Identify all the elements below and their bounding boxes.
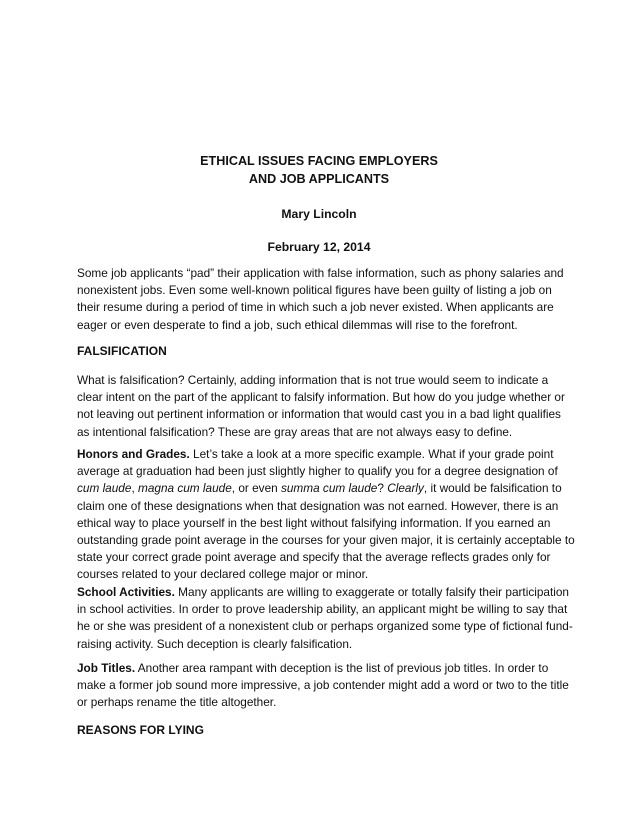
job-titles-paragraph xyxy=(77,660,569,712)
honors-line-text: , it would be falsification to xyxy=(423,481,562,496)
school-line: he or she was president of a nonexistent club or perhaps organized some type of fictional fund- xyxy=(77,619,573,634)
document-author: Mary Lincoln xyxy=(281,207,357,221)
honors-line-text: ? xyxy=(377,481,388,496)
intro-line: nonexistent jobs. Even some well-known political figures have been guilty of listing a job on xyxy=(77,283,552,298)
jobtitles-line: or perhaps rename the title altogether. xyxy=(77,695,277,710)
school-activities-label: School Activities. xyxy=(77,585,175,599)
clearly-term: Clearly xyxy=(387,481,424,496)
honors-line: state your correct grade point average and specify that the average reflects grades only for xyxy=(77,550,551,565)
school-line: in school activities. In order to prove leadership ability, an applicant might be willing to say that xyxy=(77,602,568,617)
honors-paragraph xyxy=(77,446,575,584)
honors-label: Honors and Grades. xyxy=(77,447,190,461)
honors-line-text: , or even xyxy=(231,481,281,496)
falsification-paragraph xyxy=(77,372,565,441)
cum-laude-term: cum laude xyxy=(77,481,132,496)
school-activities-paragraph xyxy=(77,584,573,653)
school-line-text: Many applicants are willing to exaggerate or totally falsify their participation xyxy=(174,585,569,599)
falsification-line: not leaving out pertinent information or information that would cast you in a bad light qualifies xyxy=(77,407,561,422)
falsification-heading: FALSIFICATION xyxy=(77,344,167,358)
falsification-line: What is falsification? Certainly, adding information that is not true would seem to indicate a xyxy=(77,373,549,387)
school-line: raising activity. Such deception is clearly falsification. xyxy=(77,636,353,651)
honors-line: ethical way to place yourself in the best light without falsifying information. If you earned an xyxy=(77,515,551,530)
honors-line: outstanding grade point average in the courses for your given major, it is certainly acceptable to xyxy=(77,533,575,548)
intro-line: Some job applicants “pad” their application with false information, such as phony salaries and xyxy=(77,266,564,280)
reasons-for-lying-heading: REASONS FOR LYING xyxy=(77,723,204,737)
honors-line: courses related to your declared college major or minor. xyxy=(77,567,369,582)
job-titles-label: Job Titles. xyxy=(77,661,136,675)
jobtitles-line-text: Another area rampant with deception is the list of previous job titles. In order to xyxy=(135,661,549,675)
jobtitles-line xyxy=(77,660,547,677)
honors-line xyxy=(77,446,554,463)
honors-line xyxy=(77,480,562,497)
summa-cum-laude-term: summa cum laude xyxy=(280,481,378,496)
intro-line: their resume during a period of time in which such a job never existed. When applicants are xyxy=(77,300,554,315)
falsification-line: clear intent on the part of the applicant to falsify information. But how do you judge whether or xyxy=(77,390,565,405)
document-title-line-1: ETHICAL ISSUES FACING EMPLOYERS xyxy=(200,154,438,168)
intro-line: eager or even desperate to find a job, such ethical dilemmas will rise to the forefront. xyxy=(77,317,518,332)
honors-line-text: , xyxy=(131,481,138,496)
school-line xyxy=(77,584,569,601)
honors-line: claim one of these designations when that designation was not earned. However, there is an xyxy=(77,498,559,513)
honors-line: average at graduation had been just slightly higher to qualify you for a degree designation of xyxy=(77,464,558,479)
document-title-line-2: AND JOB APPLICANTS xyxy=(248,172,390,186)
intro-paragraph xyxy=(77,265,564,334)
magna-cum-laude-term: magna cum laude xyxy=(138,481,232,496)
honors-line-text: Let’s take a look at a more specific example. What if your grade point xyxy=(189,447,554,461)
jobtitles-line: make a former job sound more impressive, a job contender might add a word or two to the title xyxy=(77,678,569,693)
falsification-line: as intentional falsification? These are gray areas that are not always easy to define. xyxy=(77,424,513,439)
document-date: February 12, 2014 xyxy=(267,240,371,254)
